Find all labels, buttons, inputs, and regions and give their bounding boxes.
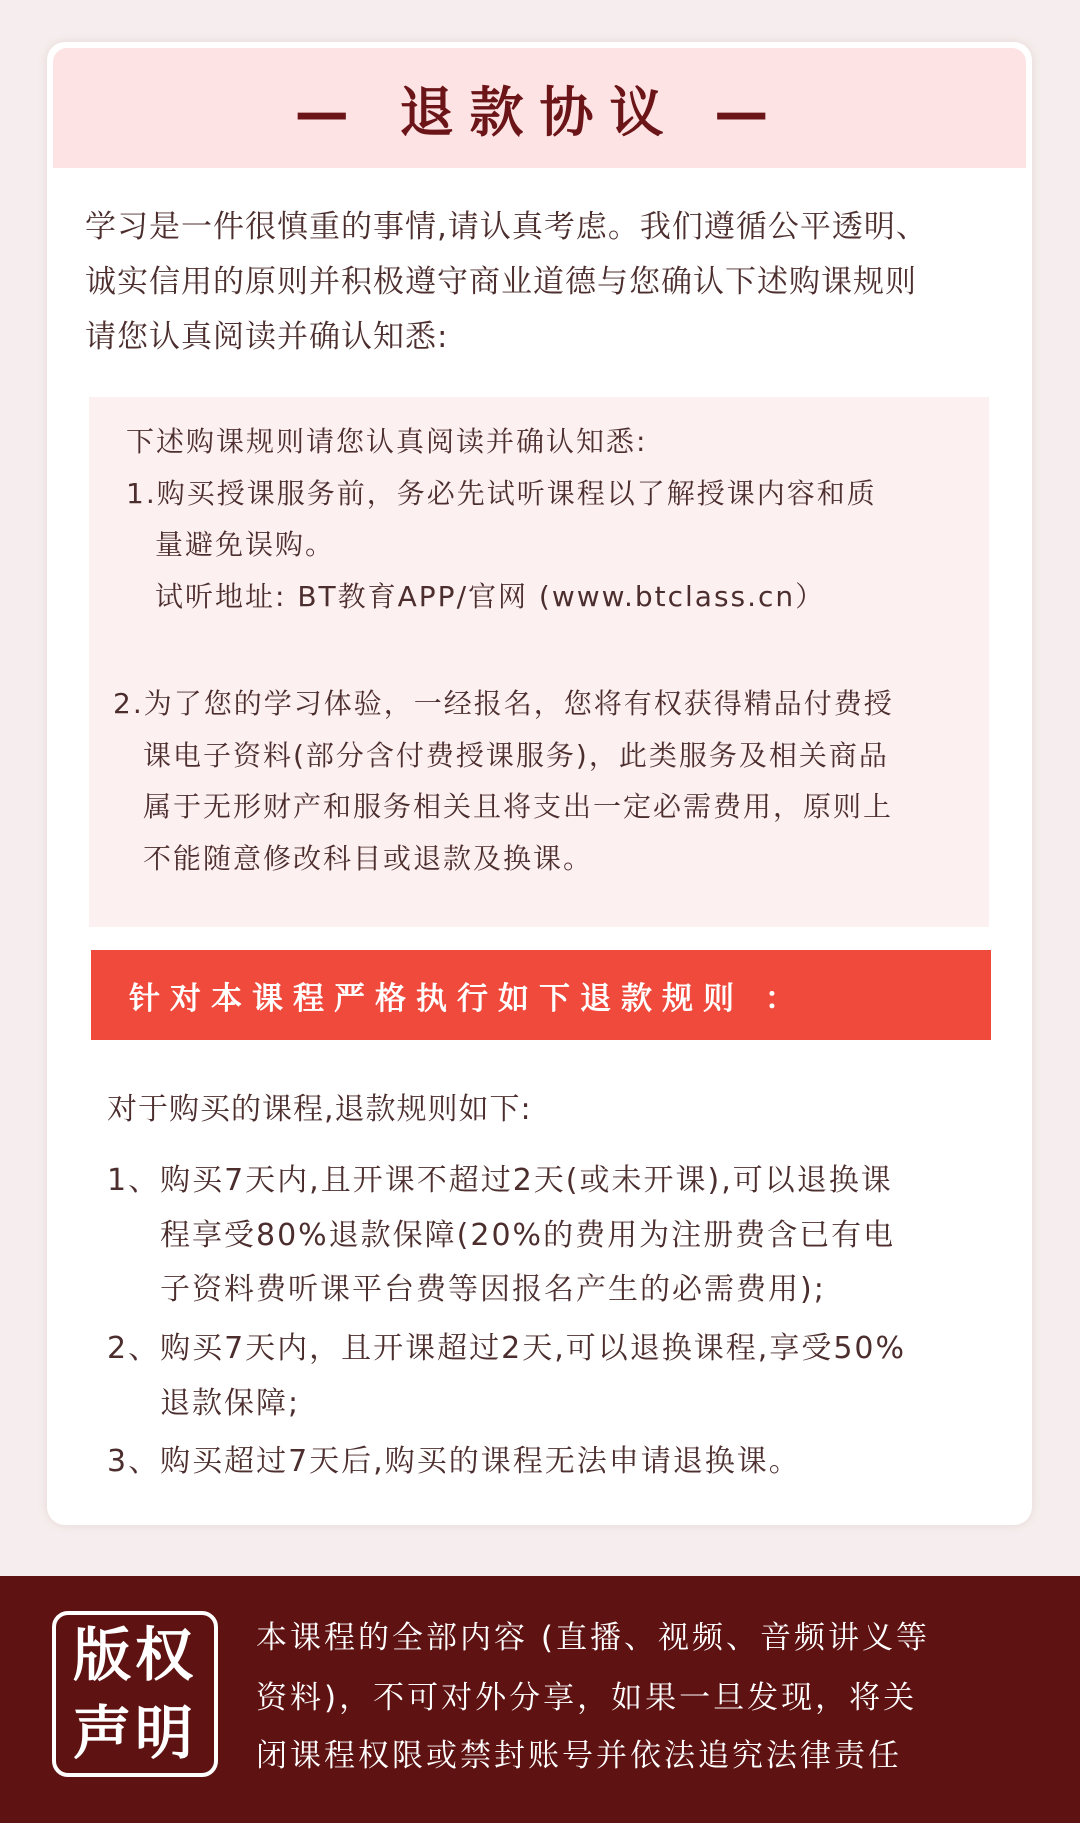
- copyright-line: 资料)，不可对外分享，如果一旦发现，将关: [256, 1680, 918, 1716]
- rules-heading: 下述购课规则请您认真阅读并确认知悉:: [126, 425, 648, 458]
- refund-rule-2-line: 退款保障;: [160, 1386, 301, 1421]
- rule-item-2-line: 课电子资料(部分含付费授课服务)，此类服务及相关商品: [143, 739, 889, 772]
- refund-rules-banner: 针对本课程严格执行如下退款规则 ：: [91, 950, 991, 1040]
- rule-item-1-line: 量避免误购。: [155, 528, 336, 561]
- rule-item-1-line: 1.购买授课服务前，务必先试听课程以了解授课内容和质: [126, 477, 877, 510]
- copyright-line: 闭课程权限或禁封账号并依法追究法律责任: [256, 1738, 902, 1774]
- refund-intro: 对于购买的课程,退款规则如下:: [107, 1092, 532, 1127]
- rule-item-2-line: 不能随意修改科目或退款及换课。: [143, 842, 594, 875]
- purchase-rules-box: [89, 397, 989, 927]
- copyright-line: 本课程的全部内容 (直播、视频、音频讲义等: [256, 1620, 930, 1656]
- trial-address: 试听地址: BT教育APP/官网 (www.btclass.cn）: [155, 580, 826, 613]
- refund-rule-2-line: 2、购买7天内，且开课超过2天,可以退换课程,享受50%: [107, 1331, 907, 1366]
- refund-rule-1-line: 子资料费听课平台费等因报名产生的必需费用);: [160, 1272, 826, 1307]
- card-header: [53, 48, 1026, 168]
- intro-line: 诚实信用的原则并积极遵守商业道德与您确认下述购课规则: [85, 264, 917, 300]
- copyright-badge-text: 版权声明: [73, 1621, 198, 1767]
- intro-paragraph: [85, 200, 1015, 365]
- page-title: — 退款协议 —: [294, 80, 785, 144]
- copyright-badge: [52, 1611, 218, 1777]
- refund-agreement-card: [47, 42, 1032, 1525]
- refund-rule-1-line: 1、购买7天内,且开课不超过2天(或未开课),可以退换课: [107, 1163, 893, 1198]
- rule-item-2-line: 属于无形财产和服务相关且将支出一定必需费用，原则上: [143, 790, 894, 823]
- copyright-footer: [0, 1576, 1080, 1823]
- refund-rule-3-line: 3、购买超过7天后,购买的课程无法申请退换课。: [107, 1444, 801, 1479]
- refund-rule-1-line: 程享受80%退款保障(20%的费用为注册费含已有电: [160, 1218, 896, 1253]
- rule-item-2-line: 2.为了您的学习体验，一经报名，您将有权获得精品付费授: [113, 687, 894, 720]
- intro-line: 学习是一件很慎重的事情,请认真考虑。我们遵循公平透明、: [85, 209, 928, 245]
- intro-line: 请您认真阅读并确认知悉:: [85, 319, 449, 355]
